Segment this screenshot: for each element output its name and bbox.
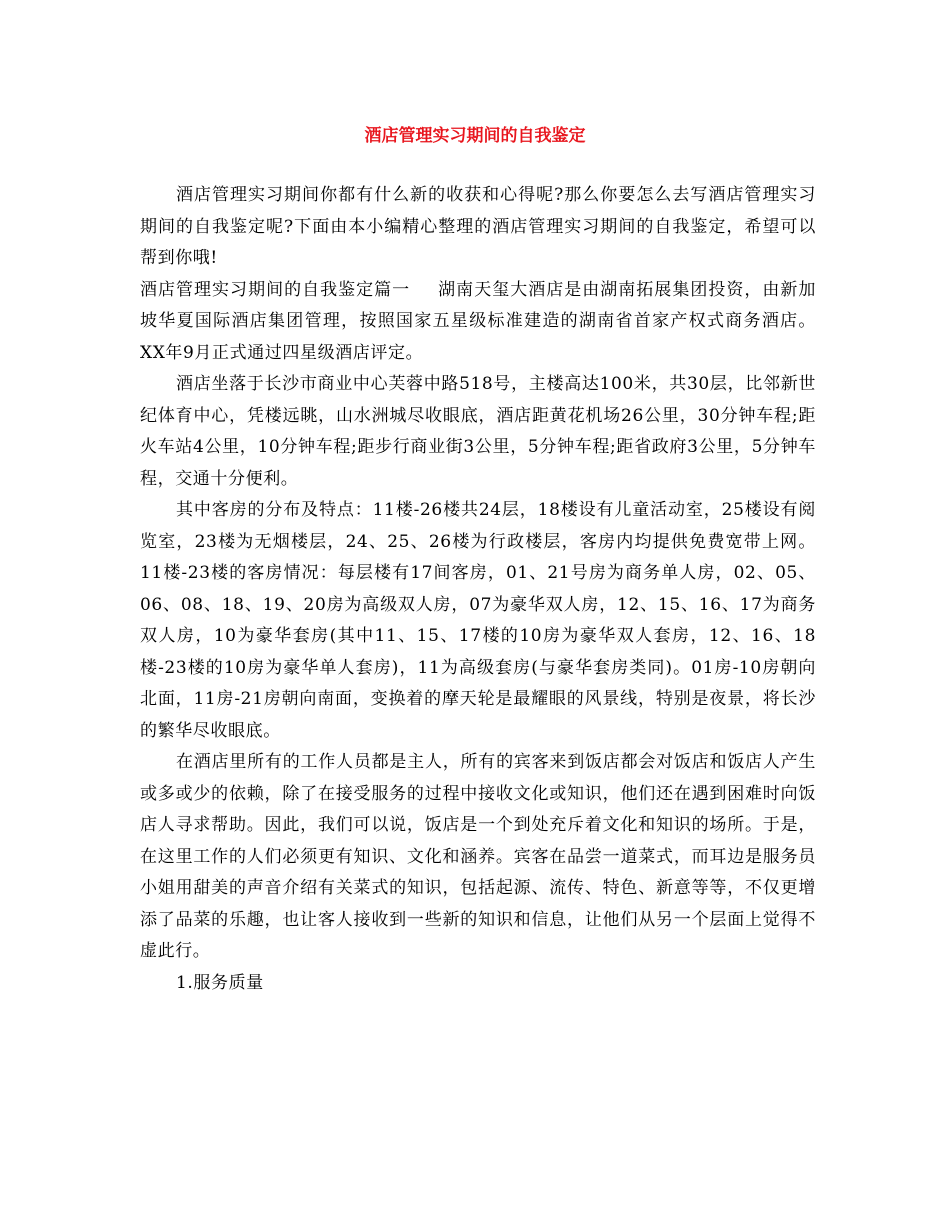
intro-paragraph: 酒店管理实习期间你都有什么新的收获和心得呢?那么你要怎么去写酒店管理实习期间的自我鉴定呢?下面由本小编精心整理的酒店管理实习期间的自我鉴定，希望可以帮到你哦! <box>140 185 816 268</box>
service-quality-heading: 1.服务质量 <box>176 972 264 993</box>
section-one-paragraph <box>140 275 816 370</box>
section-one-heading: 酒店管理实习期间的自我鉴定篇一 <box>140 279 411 300</box>
staff-paragraph: 在酒店里所有的工作人员都是主人，所有的宾客来到饭店都会对饭店和饭店人产生或多或少的依赖，除了在接受服务的过程中接收文化或知识，他们还在遇到困难时向饭店人寻求帮助。因此，我们可以说，饭店是一个到处充斥着文化和知识的场所。于是，在这里工作的人们必须更有知识、文化和涵养。宾客在品尝一道菜式，而耳边是服务员小姐用甜美的声音介绍有关菜式的知识，包括起源、流传、特色、新意等等，不仅更增添了品菜的乐趣，也让客人接收到一些新的知识和信息，让他们从另一个层面上觉得不虚此行。 <box>140 752 816 961</box>
location-paragraph: 酒店坐落于长沙市商业中心芙蓉中路518号，主楼高达100米，共30层，比邻新世纪体育中心，凭楼远眺，山水洲城尽收眼底，酒店距黄花机场26公里，30分钟车程;距火车站4公里，10分钟车程;距步行商业街3公里，5分钟车程;距省政府3公里，5分钟车程，交通十分便利。 <box>140 374 816 489</box>
document-title: 酒店管理实习期间的自我鉴定 <box>364 126 586 146</box>
section-one-text: 湖南天玺大酒店是由湖南拓展集团投资，由新加坡华夏国际酒店集团管理，按照国家五星级标准建造的湖南省首家产权式商务酒店。XX年9月正式通过四星级酒店评定。 <box>140 279 816 363</box>
document-body <box>140 180 816 999</box>
rooms-paragraph: 其中客房的分布及特点：11楼-26楼共24层，18楼设有儿童活动室，25楼设有阅览室，23楼为无烟楼层，24、25、26楼为行政楼层，客房内均提供免费宽带上网。11楼-23楼的客房情况：每层楼有17间客房，01、21号房为商务单人房，02、05、06、08、18、19、20房为高级双人房，07为豪华双人房，12、15、16、17为商务双人房，10为豪华套房(其中11、15、17楼的10房为豪华双人套房，12、16、18楼-23楼的10房为豪华单人套房)，11为高级套房(与豪华套房类同)。01房-10房朝向北面，11房-21房朝向南面，变换着的摩天轮是最耀眼的风景线，特别是夜景，将长沙的繁华尽收眼底。 <box>140 500 816 741</box>
